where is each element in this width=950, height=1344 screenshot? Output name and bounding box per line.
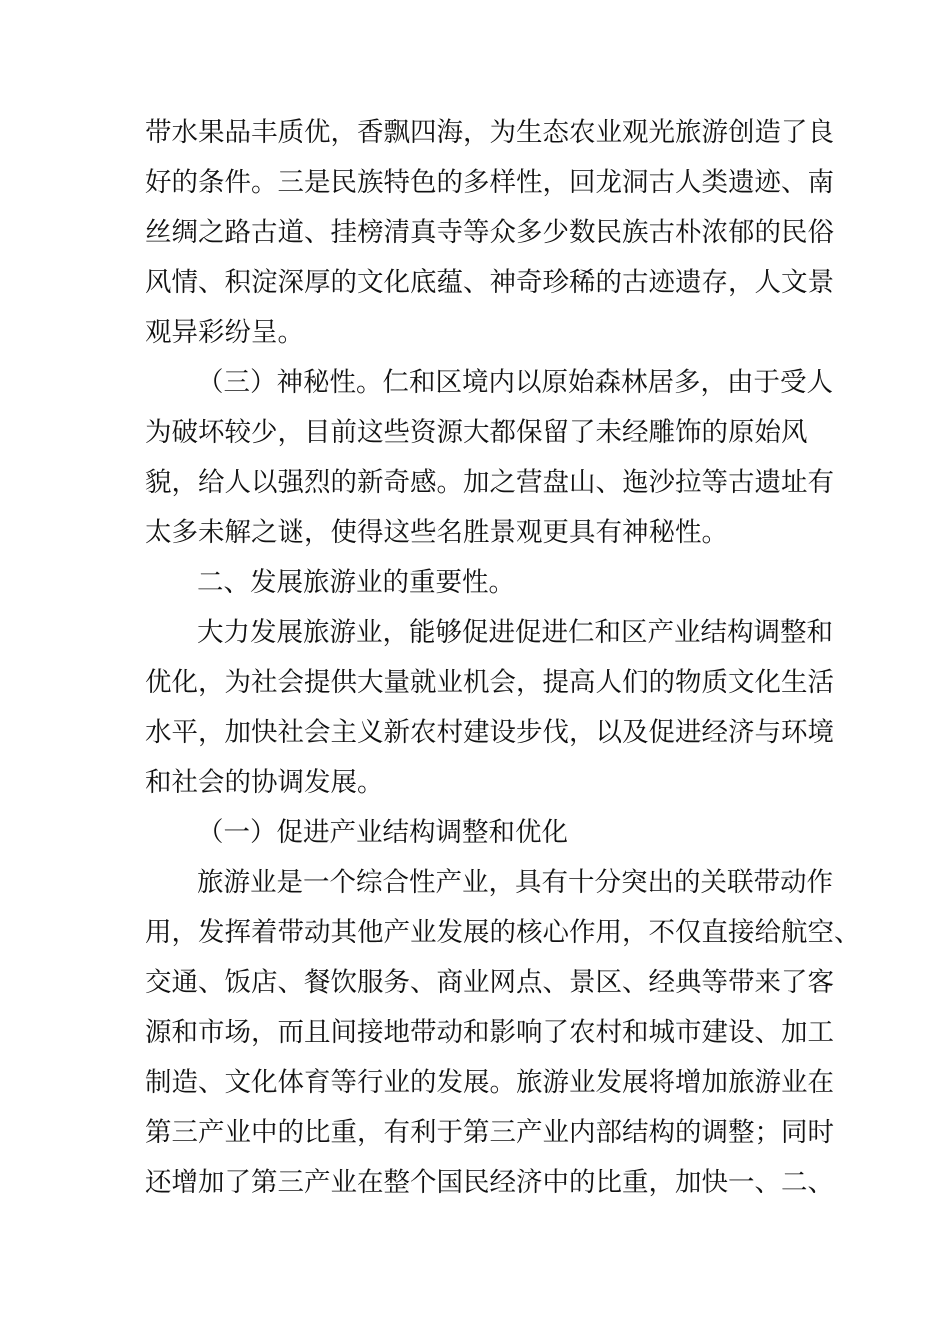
text-line-1: 带水果品丰质优，香飘四海，为生态农业观光旅游创造了良 [145, 117, 834, 148]
text-line-5: 观异彩纷呈。 [145, 317, 304, 348]
text-line-22: 还增加了第三产业在整个国民经济中的比重，加快一、二、 [145, 1167, 834, 1198]
text-line-14: 和社会的协调发展。 [145, 767, 384, 798]
text-line-2: 好的条件。三是民族特色的多样性，回龙洞古人类遗迹、南 [145, 167, 834, 198]
text-line-18: 交通、饭店、餐饮服务、商业网点、景区、经典等带来了客 [145, 967, 834, 998]
text-line-3: 丝绸之路古道、挂榜清真寺等众多少数民族古朴浓郁的民俗 [145, 217, 834, 248]
text-line-12: 优化，为社会提供大量就业机会，提高人们的物质文化生活 [145, 667, 834, 698]
text-line-20: 制造、文化体育等行业的发展。旅游业发展将增加旅游业在 [145, 1067, 834, 1098]
text-line-6: （三）神秘性。仁和区境内以原始森林居多，由于受人 [197, 367, 833, 398]
text-line-21: 第三产业中的比重，有利于第三产业内部结构的调整；同时 [145, 1117, 834, 1148]
text-line-4: 风情、积淀深厚的文化底蕴、神奇珍稀的古迹遗存，人文景 [145, 267, 834, 298]
text-line-16: 旅游业是一个综合性产业，具有十分突出的关联带动作 [197, 867, 833, 898]
text-line-11: 大力发展旅游业，能够促进促进仁和区产业结构调整和 [197, 617, 833, 648]
text-line-8: 貌，给人以强烈的新奇感。加之营盘山、迤沙拉等古遗址有 [145, 467, 834, 498]
subsection-heading-1: （一）促进产业结构调整和优化 [197, 817, 568, 848]
text-line-17: 用，发挥着带动其他产业发展的核心作用，不仅直接给航空、 [145, 917, 861, 948]
text-line-9: 太多未解之谜，使得这些名胜景观更具有神秘性。 [145, 517, 728, 548]
text-line-13: 水平，加快社会主义新农村建设步伐，以及促进经济与环境 [145, 717, 834, 748]
text-line-19: 源和市场，而且间接地带动和影响了农村和城市建设、加工 [145, 1017, 834, 1048]
text-line-7: 为破坏较少，目前这些资源大都保留了未经雕饰的原始风 [145, 417, 808, 448]
section-heading-2: 二、发展旅游业的重要性。 [197, 567, 515, 598]
